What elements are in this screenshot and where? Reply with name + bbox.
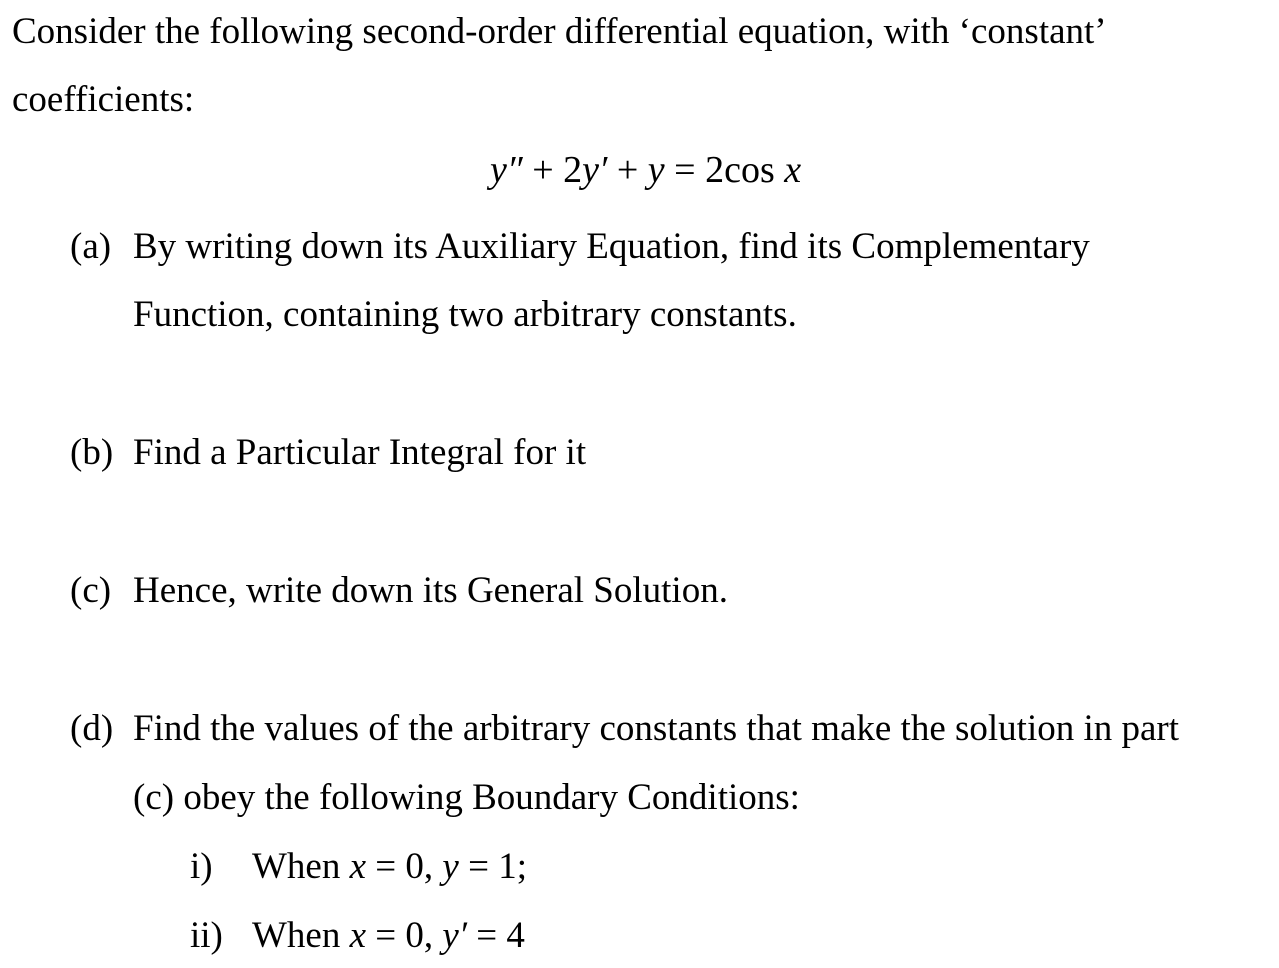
condition-2-x-value: = 0, [366, 915, 443, 956]
eq-term-plus: + [607, 149, 648, 191]
part-d-label: (d) [70, 708, 114, 749]
eq-term-plus-two: + 2 [522, 149, 583, 191]
eq-term-y: y [647, 149, 665, 191]
part-a-line-1: By writing down its Auxiliary Equation, find its Complementary [133, 226, 1090, 267]
condition-2-when: When [252, 915, 350, 956]
condition-2-label: ii) [190, 915, 223, 956]
part-b-label: (b) [70, 432, 114, 473]
condition-1-x-value: = 0, [366, 846, 443, 887]
condition-1-text [252, 845, 527, 889]
condition-2-y-prime-value: = 4 [466, 915, 525, 956]
part-b-text: Find a Particular Integral for it [133, 432, 587, 473]
part-c-text: Hence, write down its General Solution. [133, 570, 728, 611]
condition-2-var-y-prime: y′ [442, 915, 467, 956]
condition-1-when: When [252, 846, 350, 887]
part-a-label: (a) [70, 226, 112, 267]
eq-term-y-prime: y′ [582, 149, 608, 191]
intro-line-2: coefficients: [12, 79, 195, 120]
condition-1-var-y: y [442, 846, 459, 887]
intro-line-1: Consider the following second-order differential equation, with ‘constant’ [12, 11, 1107, 52]
part-d-line-1: Find the values of the arbitrary constants that make the solution in part [133, 708, 1180, 749]
condition-2-var-x: x [349, 915, 367, 956]
differential-equation [490, 148, 801, 192]
condition-2-text [252, 914, 525, 958]
part-a-line-2: Function, containing two arbitrary constants. [133, 294, 797, 335]
part-c-label: (c) [70, 570, 112, 611]
part-d-line-2: (c) obey the following Boundary Conditions: [133, 777, 800, 818]
eq-term-x: x [784, 149, 802, 191]
condition-1-y-value: = 1; [458, 846, 528, 887]
eq-term-rhs: = 2cos [664, 149, 785, 191]
condition-1-label: i) [190, 846, 213, 887]
eq-term-y-double-prime: y″ [490, 149, 523, 191]
condition-1-var-x: x [349, 846, 367, 887]
